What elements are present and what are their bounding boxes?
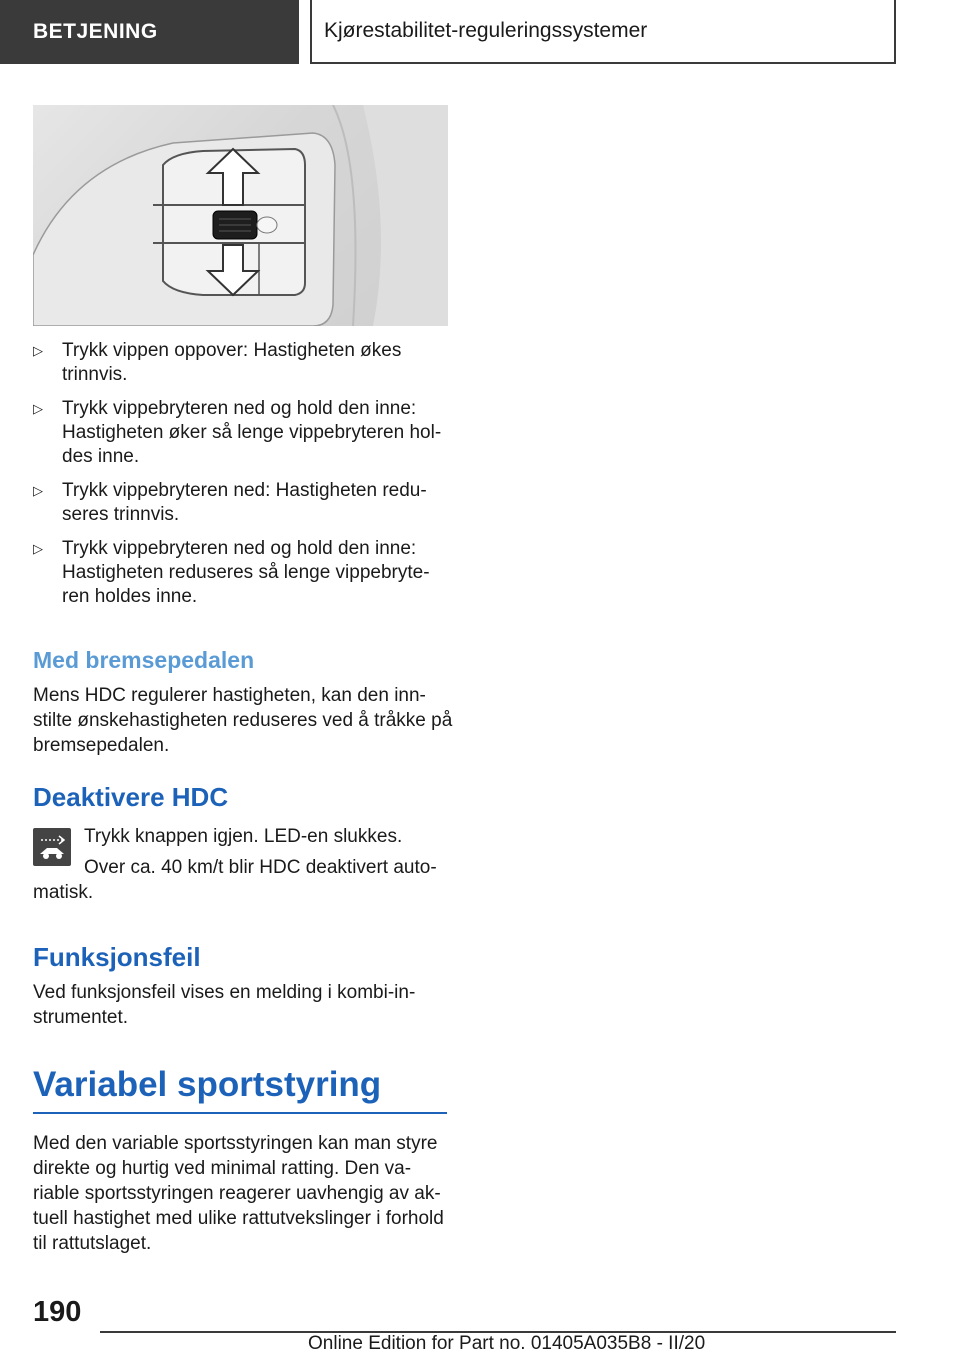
brake-pedal-text: Mens HDC regulerer hastigheten, kan den inn-stilte ønskehastigheten reduseres ved å tråkke på bremsepedalen. [33, 685, 453, 756]
triangle-bullet-icon: ▷ [33, 541, 43, 556]
heading-brake-pedal: Med bremsepedalen [33, 647, 255, 673]
heading-variable-steering: Variabel sportstyring [33, 1064, 447, 1114]
header-section-tab [0, 0, 299, 64]
variable-steering-text: Med den variable sportsstyringen kan man styre direkte og hurtig ved minimal ratting. Den va-riable sportsstyringen reagerer uavhengig av ak-tuell hastighet med ulike rattutvekslinger i forhold til rattutslaget. [33, 1133, 444, 1254]
triangle-bullet-icon: ▷ [33, 483, 43, 498]
triangle-bullet-icon: ▷ [33, 343, 43, 358]
steering-wheel-icon [33, 105, 448, 326]
triangle-bullet-icon: ▷ [33, 401, 43, 416]
fault-text: Ved funksjonsfeil vises en melding i kombi-in-strumentet. [33, 982, 416, 1028]
list-item: ▷ Trykk vippen oppover: Hastigheten økes trinnvis. [33, 340, 402, 385]
deactivate-line1: Trykk knappen igjen. LED-en slukkes. [84, 826, 403, 847]
header-chapter-tab [310, 0, 896, 64]
heading-fault: Funksjonsfeil [33, 942, 201, 972]
deactivate-line2b: matisk. [33, 882, 94, 903]
page-number: 190 [33, 1296, 82, 1328]
list-item: ▷ Trykk vippebryteren ned og hold den inne: Hastigheten reduseres så lenge vippebryte-ren holdes inne. [33, 538, 430, 607]
heading-deactivate-hdc: Deaktivere HDC [33, 782, 229, 812]
deactivate-line2a: Over ca. 40 km/t blir HDC deaktivert auto- [84, 857, 437, 878]
list-item: ▷ Trykk vippebryteren ned og hold den inne: Hastigheten øker så lenge vippebryteren hol-des inne. [33, 398, 442, 467]
footer-edition: Online Edition for Part no. 01405A035B8 - II/20 [308, 1333, 706, 1354]
header-chapter-label: Kjørestabilitet-reguleringssystemer [324, 19, 648, 42]
instruction-list [33, 339, 453, 619]
list-item: ▷ Trykk vippebryteren ned: Hastigheten redu-seres trinnvis. [33, 480, 427, 525]
hdc-button-icon [33, 828, 71, 866]
rocker-switch-figure [33, 105, 448, 326]
header-section-label: BETJENING [33, 20, 158, 43]
